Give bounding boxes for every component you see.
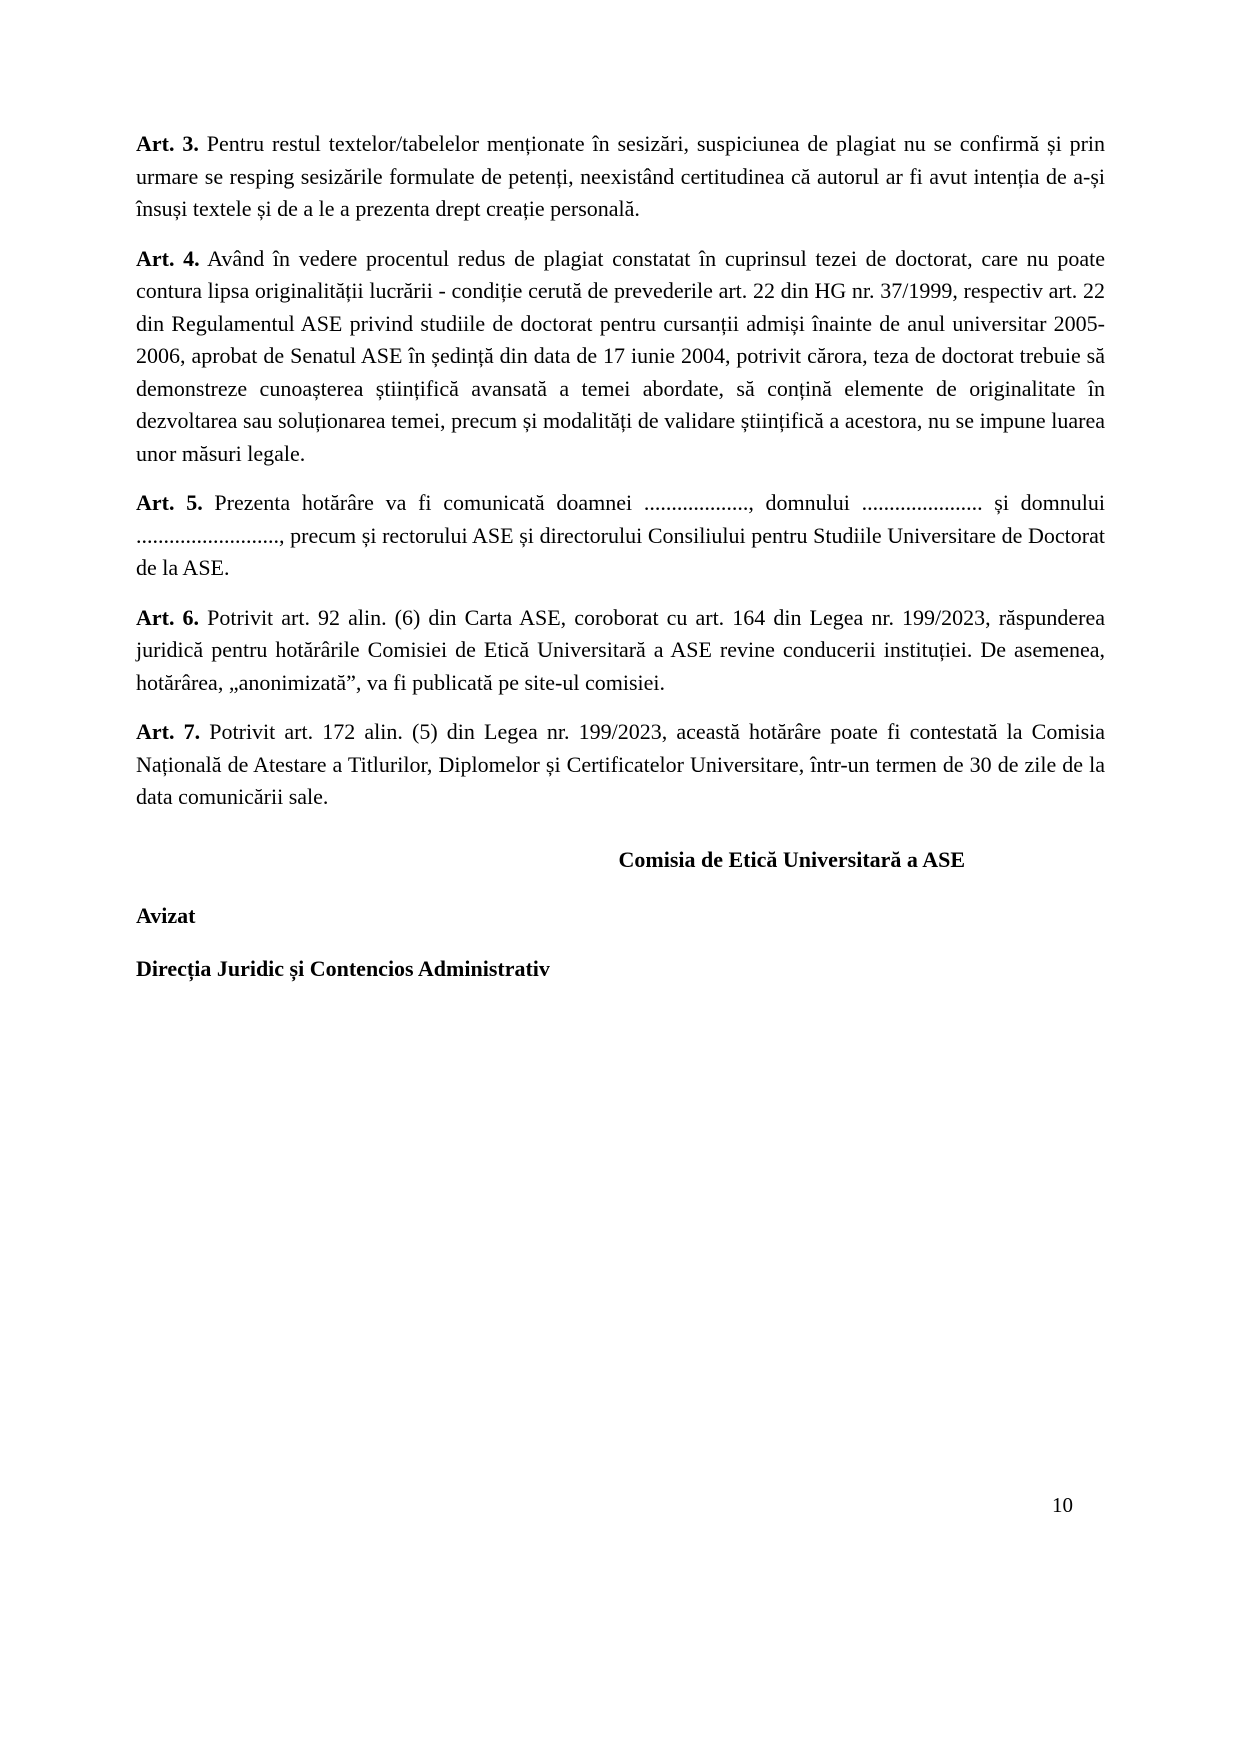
art-7-label: Art. 7. bbox=[136, 719, 201, 744]
art-5-label: Art. 5. bbox=[136, 490, 203, 515]
department-name: Direcția Juridic și Contencios Administrativ bbox=[136, 955, 550, 981]
paragraph-art-4 bbox=[136, 243, 1105, 471]
art-6-label: Art. 6. bbox=[136, 604, 200, 630]
approval-label: Avizat bbox=[136, 903, 196, 928]
art-4-text: Având în vedere procentul redus de plagiat constatat în cuprinsul tezei de doctorat, care nu poate contura lipsa originalității lucrării - condiție cerută de prevederile art. 22 din HG nr. 37/1999, respectiv art. 22 din Regulamentul ASE privind studiile de doctorat pentru cursanții admiși înainte de anul universitar 2005-2006, aprobat de Senatul ASE în ședință din data de 17 iunie 2004, potrivit cărora, teza de doctorat trebuie să demonstreze cunoașterea științifică avansată a temei abordate, să conțină elemente de originalitate în dezvoltarea sau soluționarea temei, precum și modalități de validare științifică a acestora, nu se impune luarea unor măsuri legale. bbox=[136, 245, 1106, 466]
art-5-text: Prezenta hotărâre va fi comunicată doamnei ..................., domnului ...................... și domnului .........................., precum și rectorului ASE și directorului Consiliului pentru Studiile Universitare de Doctorat de la ASE. bbox=[136, 490, 1106, 580]
art-6-text: Potrivit art. 92 alin. (6) din Carta ASE, coroborat cu art. 164 din Legea nr. 199/2023, răspunderea juridică pentru hotărârile Comisiei de Etică Universitară a ASE revine conducerii instituției. De asemenea, hotărârea, „anonimizată”, va fi publicată pe site-ul comisiei. bbox=[136, 604, 1106, 695]
committee-signature: Comisia de Etică Universitară a ASE bbox=[618, 846, 965, 872]
page-number: 10 bbox=[1052, 1493, 1073, 1517]
paragraph-art-5 bbox=[136, 487, 1105, 585]
art-7-text: Potrivit art. 172 alin. (5) din Legea nr. 199/2023, această hotărâre poate fi contestată la Comisia Națională de Atestare a Titlurilor, Diplomelor și Certificatelor Universitare, într-un termen de 30 de zile de la data comunicării sale. bbox=[136, 719, 1106, 809]
paragraph-art-7 bbox=[136, 716, 1105, 814]
paragraph-art-6 bbox=[136, 602, 1105, 700]
art-3-label: Art. 3. bbox=[136, 131, 199, 156]
art-3-text: Pentru restul textelor/tabelelor menționate în sesizări, suspiciunea de plagiat nu se confirmă și prin urmare se resping sesizările formulate de petenți, neexistând certitudinea că autorul ar fi avut intenția de a-și însuși textele și de a le a prezenta drept creație personală. bbox=[136, 131, 1106, 221]
paragraph-art-3 bbox=[136, 128, 1105, 226]
art-4-label: Art. 4. bbox=[136, 245, 200, 271]
